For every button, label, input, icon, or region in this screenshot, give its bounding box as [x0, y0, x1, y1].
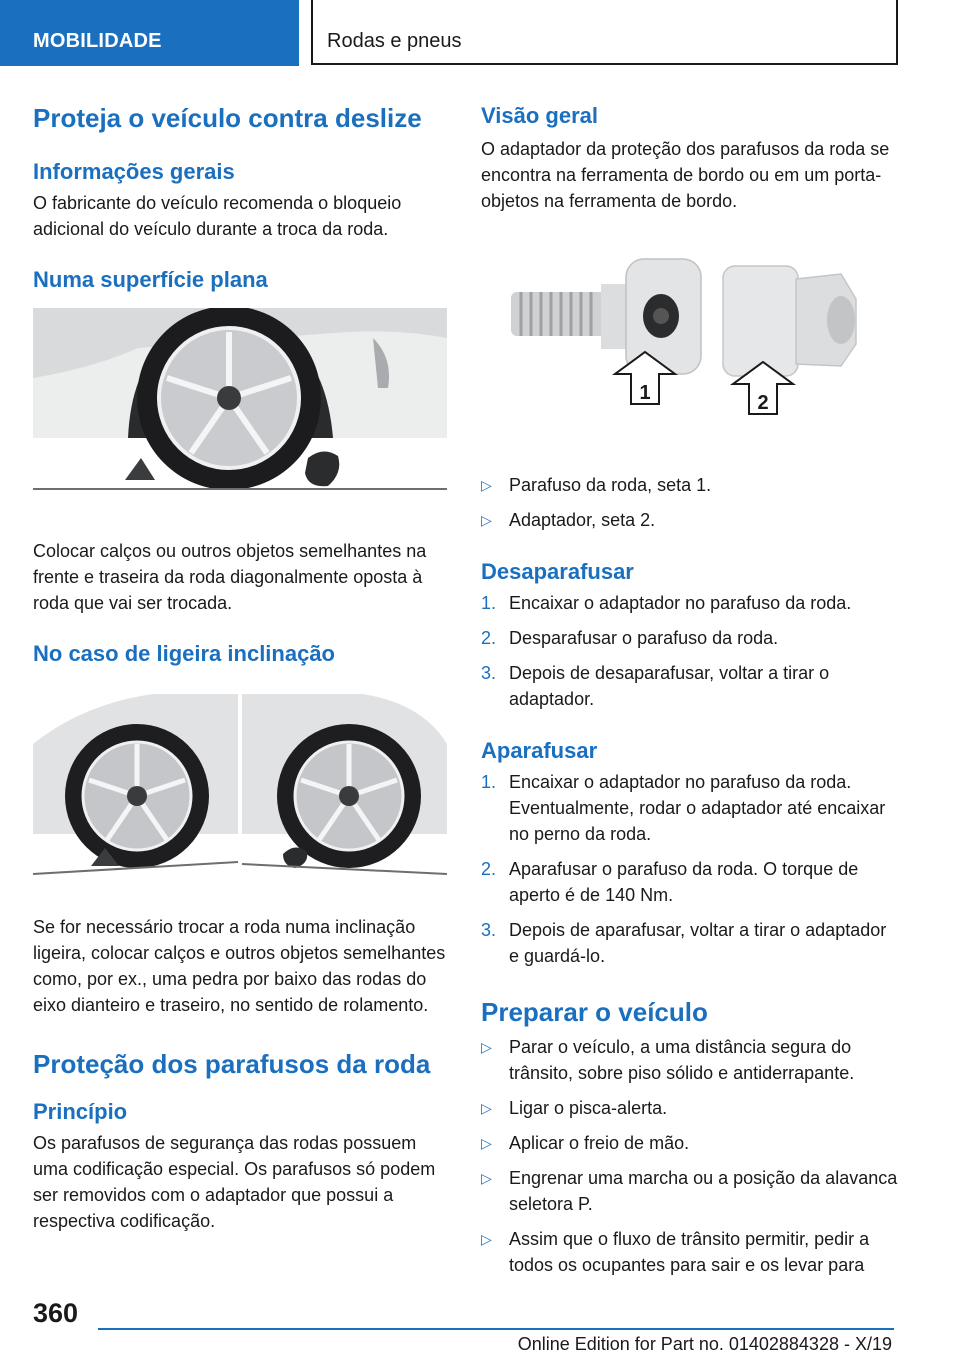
overview-text: O adaptador da proteção dos parafusos da roda se encontra na ferramenta de bordo ou em um porta-objetos na ferramenta de bordo. — [481, 139, 890, 211]
list-item: ▷ Assim que o fluxo de trânsito permitir, pedir a todos os ocupantes para sair e os levar para — [481, 1226, 901, 1278]
list-item: ▷ Adaptador, seta 2. — [481, 507, 901, 533]
bullet-icon: ▷ — [481, 1100, 492, 1116]
prepare-title: Preparar o veículo — [481, 997, 708, 1027]
unscrew-steps — [481, 590, 901, 712]
screw-steps — [481, 769, 901, 969]
flat-surface-photo — [33, 308, 447, 494]
flat-heading: Numa superfície plana — [33, 267, 268, 292]
slope-heading: No caso de ligeira inclinação — [33, 641, 335, 666]
list-item: 2. Aparafusar o parafuso da roda. O torque de aperto é de 140 Nm. — [481, 859, 859, 905]
list-item: ▷ Aplicar o freio de mão. — [481, 1130, 901, 1156]
left-column — [33, 100, 451, 1234]
footer-divider — [98, 1328, 894, 1330]
chapter-label: Rodas e pneus — [327, 30, 462, 52]
bullet-icon: ▷ — [481, 1039, 492, 1055]
list-item: ▷ Engrenar uma marcha ou a posição da alavanca seletora P. — [481, 1165, 901, 1217]
screw-heading: Aparafusar — [481, 738, 598, 763]
list-item: ▷ Ligar o pisca-alerta. — [481, 1095, 901, 1121]
figure-label-2: 2 — [757, 392, 769, 414]
list-item: 3. Depois de desaparafusar, voltar a tirar o adaptador. — [481, 663, 830, 709]
prepare-list — [481, 1034, 901, 1278]
figure-label-1: 1 — [639, 382, 651, 404]
section-tab — [0, 0, 299, 66]
general-heading: Informações gerais — [33, 159, 235, 184]
slope-text: Se for necessário trocar a roda numa inclinação ligeira, colocar calços e outros objetos semelhantes como, por ex., uma pedra por baixo das rodas do eixo dianteiro e traseiro, no sentido de rolamento. — [33, 917, 446, 1015]
bolt-adapter-figure — [481, 254, 881, 435]
list-item: 1. Encaixar o adaptador no parafuso da roda. — [481, 593, 852, 613]
list-item: 3. Depois de aparafusar, voltar a tirar o adaptador e guardá-lo. — [481, 920, 887, 966]
slope-photo — [33, 684, 447, 880]
list-item: ▷ Parar o veículo, a uma distância segura do trânsito, sobre piso sólido e antiderrapante. — [481, 1034, 901, 1086]
section-title: Proteja o veículo contra deslize — [33, 103, 422, 133]
bullet-icon: ▷ — [481, 512, 492, 528]
unscrew-heading: Desaparafusar — [481, 559, 634, 584]
bolt-protection-title: Proteção dos parafusos da roda — [33, 1049, 431, 1079]
list-item: 2. Desparafusar o parafuso da roda. — [481, 628, 779, 648]
list-item: ▷ Parafuso da roda, seta 1. — [481, 472, 901, 498]
principle-heading: Princípio — [33, 1099, 128, 1124]
bullet-icon: ▷ — [481, 1170, 492, 1186]
bullet-icon: ▷ — [481, 477, 492, 493]
overview-heading: Visão geral — [481, 103, 598, 128]
right-column — [481, 100, 901, 1287]
general-text: O fabricante do veículo recomenda o bloqueio adicional do veículo durante a troca da roda. — [33, 193, 402, 239]
bullet-icon: ▷ — [481, 1231, 492, 1247]
bullet-icon: ▷ — [481, 1135, 492, 1151]
principle-text: Os parafusos de segurança das rodas possuem uma codificação especial. Os parafusos só podem ser removidos com o adaptador que possui a respectiva codificação. — [33, 1133, 436, 1231]
section-label: MOBILIDADE — [33, 30, 162, 52]
edition-note: Online Edition for Part no. 01402884328 - X/19 — [517, 1334, 892, 1354]
page-number: 360 — [33, 1298, 79, 1328]
overview-list — [481, 472, 901, 533]
flat-text: Colocar calços ou outros objetos semelhantes na frente e traseira da roda diagonalmente oposta à roda que vai ser trocada. — [33, 541, 427, 613]
chapter-tab — [311, 0, 898, 65]
list-item: 1. Encaixar o adaptador no parafuso da roda. Eventualmente, rodar o adaptador até encaixar no perno da roda. — [481, 772, 886, 844]
